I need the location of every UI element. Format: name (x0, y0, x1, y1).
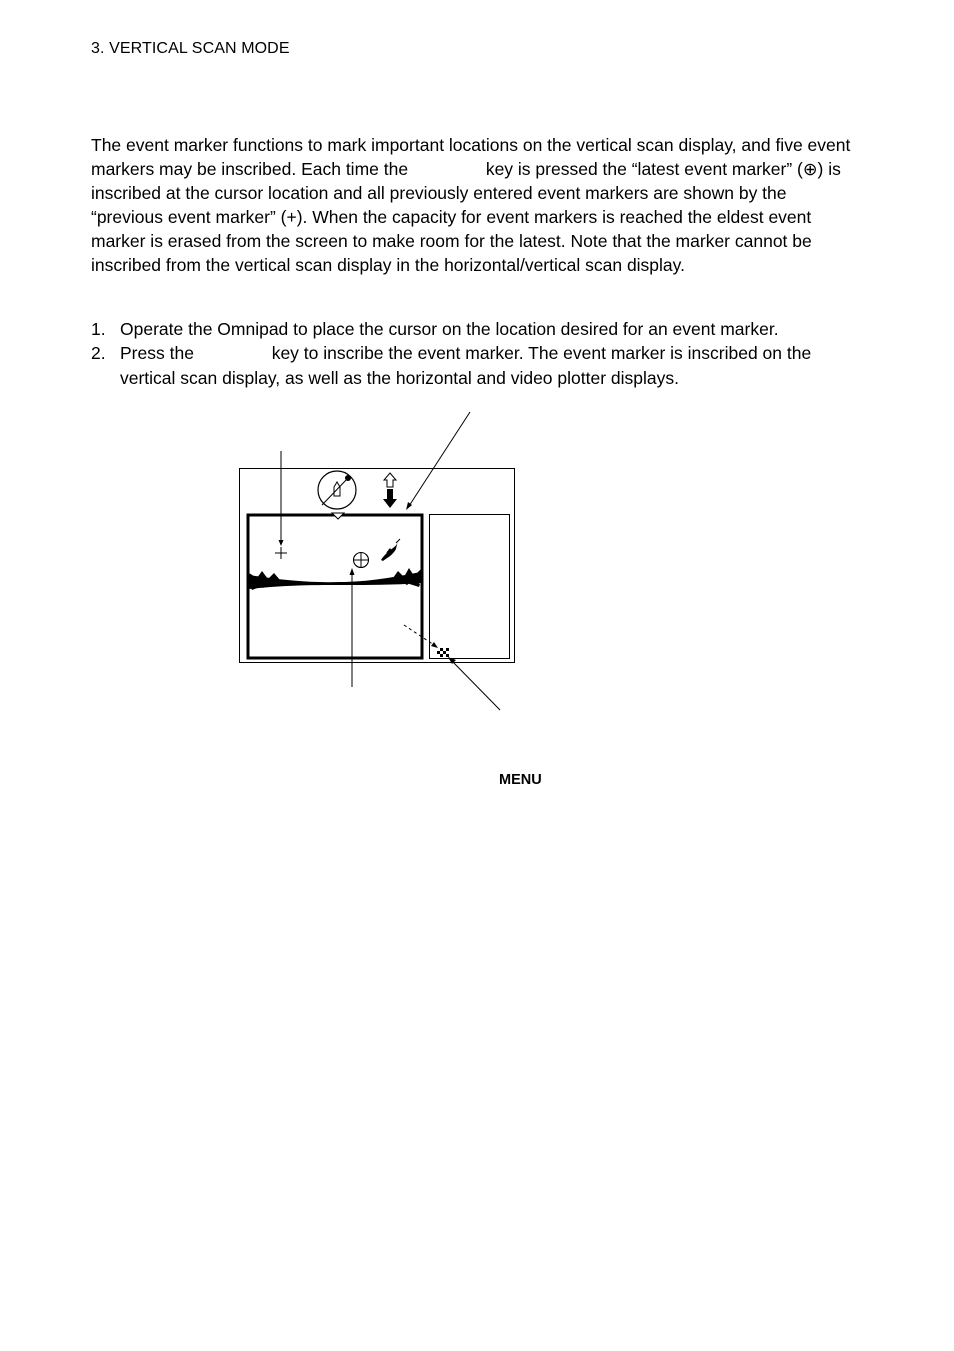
step-number: 1. (91, 319, 106, 339)
arrowhead (350, 568, 355, 575)
previous-event-marker-icon (275, 547, 287, 559)
fish-school-echo-icon (381, 539, 400, 561)
step-text-b: key to inscribe the event marker. The event marker is inscribed on the vertical scan display, as well as the horizontal and video plotter displays. (120, 343, 812, 388)
step-text-a: Press the (120, 343, 194, 364)
intro-text-part1: The event marker functions to mark important locations on the vertical scan display, and five event markers may be inscribed. Each time the (91, 135, 851, 180)
leader-cursor (451, 660, 500, 710)
leader-window-edge (409, 412, 470, 506)
intro-text-part2: key is pressed the “latest event marker” (⊕) is inscribed at the cursor location and all previously entered event markers are shown by the “previous event marker” (+). When the capacity for event markers is reached the eldest event marker is erased from the screen to make room for the latest. Note that the marker cannot be inscribed from the vertical scan display in the horizontal/vertical scan display. (91, 159, 841, 276)
section-header: 3. VERTICAL SCAN MODE (91, 40, 290, 57)
up-down-arrow-icon (383, 473, 397, 508)
step-number: 2. (91, 343, 106, 364)
seabed-echo (249, 568, 421, 590)
arrowhead (279, 540, 284, 546)
arrowhead (431, 642, 438, 648)
tilt-indicator-icon (318, 471, 356, 509)
step-text: Operate the Omnipad to place the cursor on the location desired for an event marker. (120, 319, 779, 339)
menu-key-label: MENU (499, 772, 542, 788)
side-panel (430, 515, 510, 659)
latest-event-marker-icon (354, 553, 369, 568)
cursor-icon (437, 648, 449, 657)
